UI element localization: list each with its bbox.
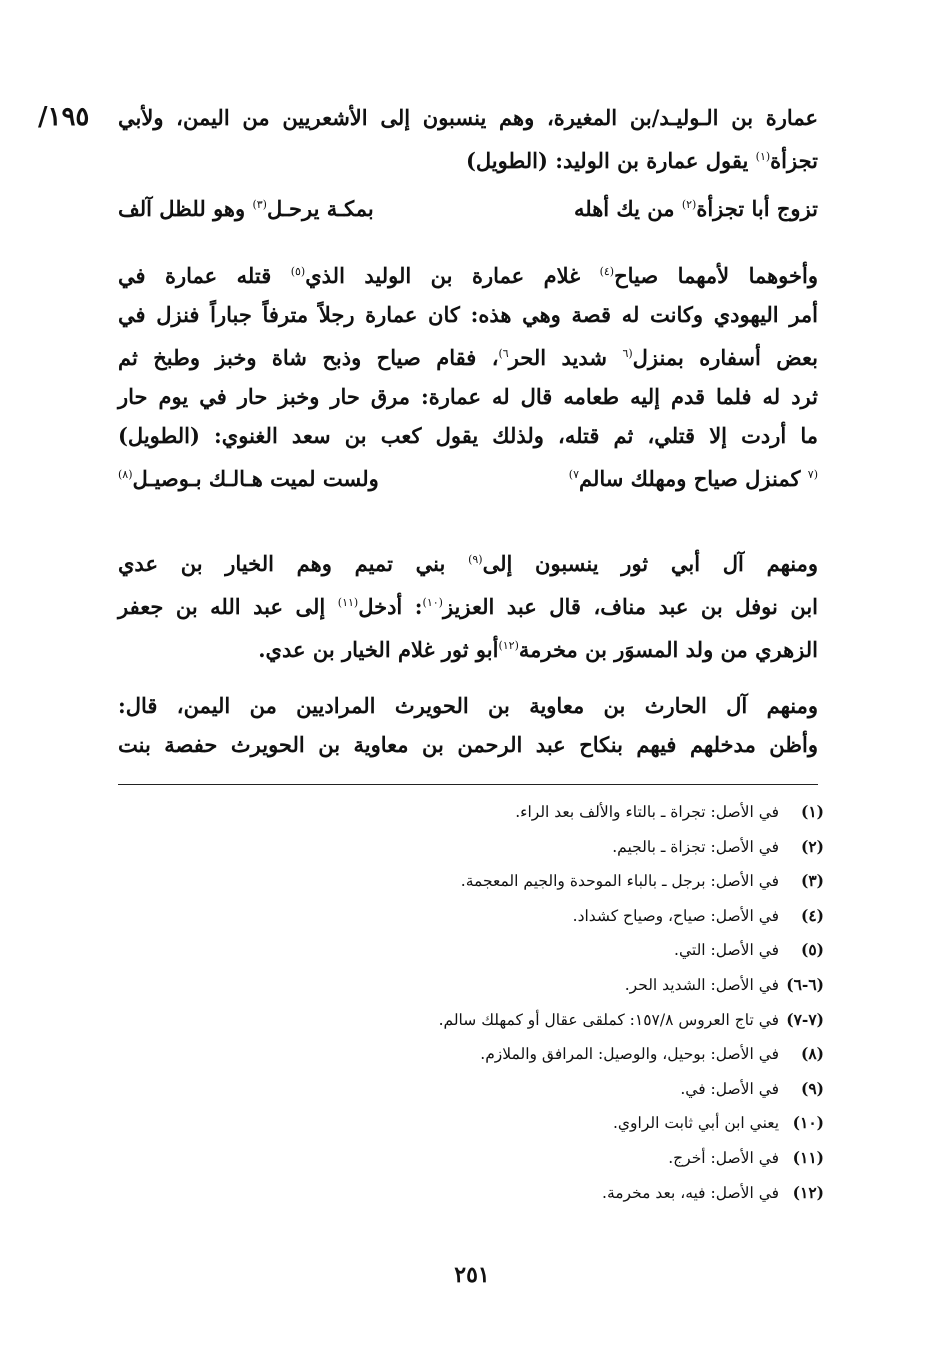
footnote-text: في الأصل: الشديد الحر. — [624, 975, 780, 994]
footnote-number: (٩) — [800, 1078, 824, 1098]
footnote-ref: (٧ — [807, 468, 818, 481]
footnote — [264, 830, 824, 865]
text-run: : أدخل — [358, 594, 423, 619]
footnote — [264, 899, 824, 934]
paragraph-1-line-1 — [118, 252, 818, 295]
paragraph-2-line-1 — [118, 540, 818, 583]
verse-1-first-hemistich — [574, 196, 818, 221]
paragraph-3 — [118, 686, 818, 764]
text-run: قتله عمارة في — [118, 263, 291, 288]
text-run: ، فقام صياح وذبح شاة وخبز وطبخ ثم — [118, 345, 499, 370]
footnote-text: في تاج العروس ١٥٧/٨: كملقى عقال أو كمهلك سالم. — [438, 1010, 780, 1029]
paragraph-2-line-3 — [118, 626, 818, 669]
footnote-number: (٨) — [800, 1044, 824, 1064]
footnote-text: في الأصل: فيه، بعد مخرمة. — [602, 1183, 780, 1202]
footnote-number: (٧-٧) — [786, 1009, 824, 1029]
footnote-ref: (٣) — [252, 198, 267, 211]
footnote-text: يعني ابن أبي ثابت الراوي. — [613, 1114, 780, 1133]
footnote-separator — [118, 784, 818, 785]
footnote-number: (٤) — [800, 905, 824, 925]
footnote-ref: (٢) — [681, 198, 697, 211]
text-run: ومنهم آل أبي ثور ينسبون إلى — [482, 551, 818, 576]
footnote-number: (١٢) — [792, 1182, 824, 1202]
paragraph-3-line-2: وأظن مدخلهم فيهم بنكاح عبد الرحمن بن معاوية بن الحويرث حفصة بنت — [118, 732, 818, 757]
footnote-ref: ٧) — [568, 468, 579, 481]
footnote-ref: (١٠) — [422, 596, 443, 609]
text-run: من يك أهله — [573, 196, 682, 221]
footnote-text: في الأصل: التي. — [674, 941, 780, 960]
text-run: يقول عمارة بن الوليد: (الطويل) — [465, 148, 756, 173]
footnote-number: (٥) — [800, 940, 824, 960]
footnote-text: في الأصل: تجراة ـ بالتاء والألف بعد الراء. — [515, 803, 780, 821]
paragraph-1-line-5: ما أردت إلا قتلي، ثم قتله، ولذلك يقول كعب بن سعد الغنوي: (الطويل) — [118, 423, 818, 448]
footnote-ref: (١١) — [337, 596, 359, 609]
text-run: كمنزل صياح ومهلك سالم — [579, 466, 808, 491]
verse-1 — [118, 196, 818, 221]
footnote — [264, 1141, 824, 1176]
footnote — [264, 1106, 824, 1141]
paragraph-2-line-2 — [118, 583, 818, 626]
footnote — [264, 1072, 824, 1107]
intro-line-2 — [118, 137, 818, 180]
footnote-number: (٢) — [800, 836, 824, 856]
text-run: الزهري من ولد المسوَر بن مخرمة — [518, 637, 818, 662]
verse-2-second-hemistich — [118, 466, 379, 491]
footnote-ref: (٩) — [468, 553, 483, 566]
footnote — [264, 1037, 824, 1072]
text-run: وأخوهما لأمهما صياح — [614, 263, 818, 288]
footnote-number: (٣) — [800, 871, 824, 891]
footnote-ref: (٨) — [118, 468, 133, 481]
footnote-number: (١) — [800, 802, 824, 821]
footnote-number: (١١) — [792, 1147, 824, 1167]
text-run: غلام عمارة بن الوليد الذي — [305, 263, 600, 288]
text-run: بني تميم وهم الخيار بن عدي — [118, 551, 469, 576]
footnote — [264, 795, 824, 830]
footnote-text: في الأصل: أخرج. — [668, 1148, 780, 1167]
footnote-number: (٦-٦) — [786, 974, 824, 994]
footnote-number: (١٠) — [792, 1113, 824, 1133]
footnote-ref: (٦ — [622, 347, 633, 360]
footnote-text: في الأصل: في. — [680, 1079, 780, 1098]
footnote-ref: (٥) — [290, 265, 306, 278]
margin-page-reference: ١٩٥/ — [38, 102, 90, 132]
verse-2 — [118, 466, 818, 491]
footnote-ref: (٤) — [599, 265, 615, 278]
footnote — [264, 864, 824, 899]
text-run: بعض أسفاره بمنزل — [632, 345, 819, 370]
footnote-text: في الأصل: بوحيل، والوصيل: المرافق والملازم. — [480, 1045, 780, 1064]
paragraph-2 — [118, 540, 818, 669]
text-run: ابن نوفل بن عبد مناف، قال عبد العزيز — [442, 594, 819, 619]
text-run: تزوج أبا تجزأة — [696, 196, 818, 221]
footnotes — [264, 795, 824, 1210]
footnote — [264, 933, 824, 968]
paragraph-3-line-1: ومنهم آل الحارث بن معاوية بن الحويرث المراديين من اليمن، قال: — [118, 693, 818, 718]
intro-paragraph — [118, 98, 818, 180]
text-run: ولست لميت هـالـك بـوصيـل — [132, 466, 379, 491]
verse-2-first-hemistich — [569, 466, 818, 491]
intro-line-1: عمارة بن الـوليـد/بن المغيرة، وهم ينسبون إلى الأشعريين من اليمن، ولأبي — [118, 105, 818, 130]
footnote — [264, 1003, 824, 1038]
text-run: بمكـة يرحـل — [266, 196, 374, 221]
footnote-text: في الأصل: برجل ـ بالباء الموحدة والجيم المعجمة. — [460, 872, 780, 891]
text-run: أبو ثور غلام الخيار بن عدي. — [258, 637, 499, 662]
text-run: وهو للظل آلف — [118, 196, 253, 221]
footnote — [264, 968, 824, 1003]
footnote-text: في الأصل: تجزاة ـ بالجيم. — [612, 837, 780, 856]
footnote — [264, 1176, 824, 1211]
page-number: ٢٥١ — [454, 1262, 490, 1288]
text-run: إلى عبد الله بن جعفر — [118, 594, 338, 619]
footnote-ref: (١٢) — [498, 639, 519, 652]
paragraph-1-line-2: أمر اليهودي وكانت له قصة وهي هذه: كان عمارة رجلاً مترفاً جباراً فنزل في — [118, 302, 818, 327]
footnote-text: في الأصل: صياح، وصياح كشداد. — [572, 906, 780, 925]
text-run: شديد الحر — [508, 345, 623, 370]
paragraph-1 — [118, 252, 818, 455]
footnote-ref: ٦) — [498, 347, 509, 360]
text-run: تجزأة — [770, 148, 818, 173]
verse-1-second-hemistich — [118, 196, 374, 221]
paragraph-1-line-3 — [118, 334, 818, 377]
paragraph-1-line-4: ثرد له فلما قدم إليه طعامه قال له عمارة: مرق حار وخبز حار في يوم حار — [118, 384, 818, 409]
footnote-ref: (١) — [755, 150, 771, 163]
